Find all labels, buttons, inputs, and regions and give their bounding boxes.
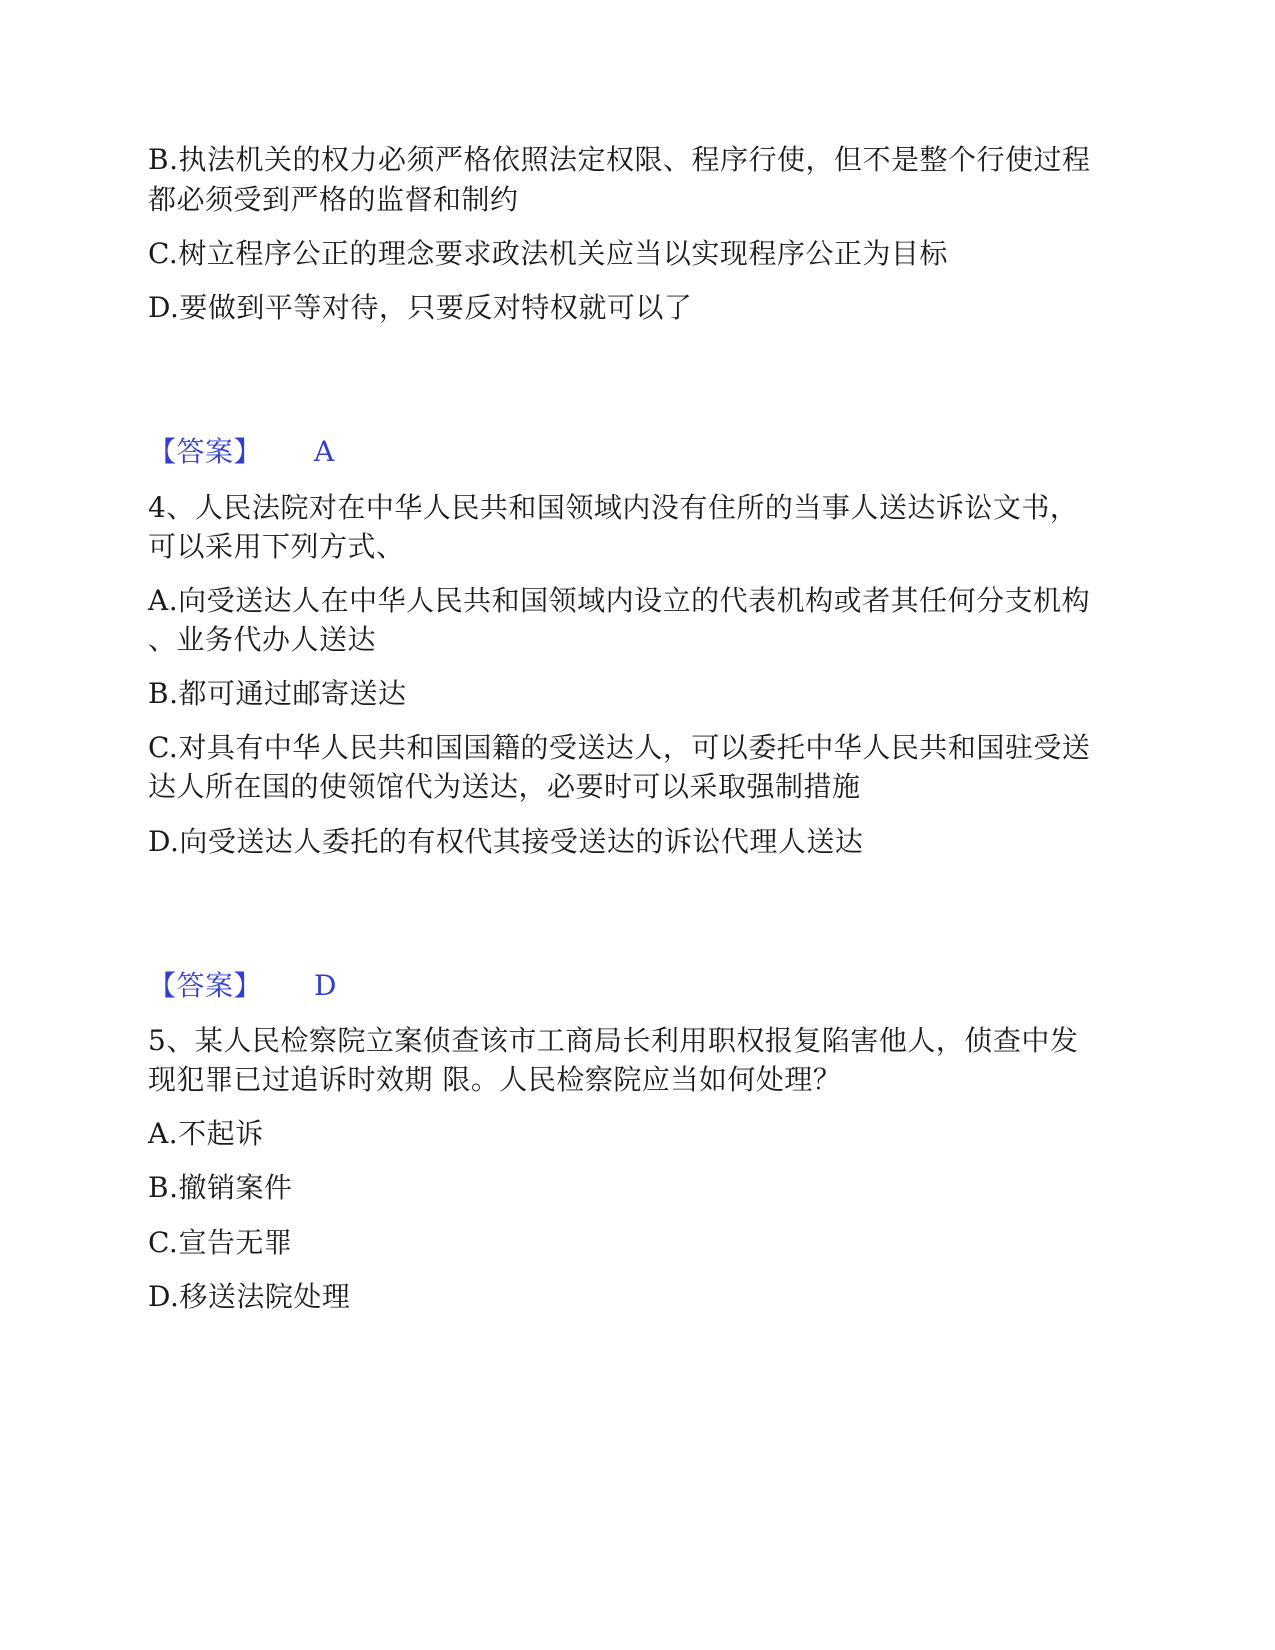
q5-stem-line2: 现犯罪已过追诉时效期 限。人民检察院应当如何处理？: [148, 1063, 842, 1096]
q3-option-c: C.树立程序公正的理念要求政法机关应当以实现程序公正为目标: [148, 237, 948, 270]
q4-option-a-line1: A.向受送达人在中华人民共和国领域内设立的代表机构或者其任何分支机构: [148, 584, 1091, 617]
q4-option-c-line2: 达人所在国的使领馆代为送达，必要时可以采取强制措施: [148, 770, 861, 803]
q4-option-d: D.向受送达人委托的有权代其接受送达的诉讼代理人送达: [148, 825, 864, 858]
q5-option-c: C.宣告无罪: [148, 1226, 293, 1259]
q3-option-d: D.要做到平等对待，只要反对特权就可以了: [148, 291, 693, 324]
answer-4: [148, 966, 337, 1006]
q5-stem-line1: 5、某人民检察院立案侦查该市工商局长利用职权报复陷害他人，侦查中发: [148, 1024, 1079, 1057]
q4-stem-line1: 4、人民法院对在中华人民共和国领域内没有住所的当事人送达诉讼文书，: [148, 491, 1079, 524]
answer-value: A: [314, 435, 335, 468]
q4-option-a-line2: 、业务代办人送达: [148, 623, 377, 656]
q3-option-b-line2: 都必须受到严格的监督和制约: [148, 183, 519, 216]
q4-option-b: B.都可通过邮寄送达: [148, 677, 407, 710]
answer-value: D: [314, 969, 337, 1002]
q5-option-a: A.不起诉: [148, 1117, 264, 1150]
answer-label: 【答案】: [148, 969, 263, 1002]
q5-option-b: B.撤销案件: [148, 1171, 293, 1204]
q5-option-d: D.移送法院处理: [148, 1280, 351, 1313]
q3-option-b-line1: B.执法机关的权力必须严格依照法定权限、程序行使，但不是整个行使过程: [148, 143, 1091, 176]
q4-stem-line2: 可以采用下列方式、: [148, 530, 405, 563]
answer-3: [148, 432, 335, 472]
q4-option-c-line1: C.对具有中华人民共和国国籍的受送达人，可以委托中华人民共和国驻受送: [148, 731, 1091, 764]
answer-label: 【答案】: [148, 435, 263, 468]
